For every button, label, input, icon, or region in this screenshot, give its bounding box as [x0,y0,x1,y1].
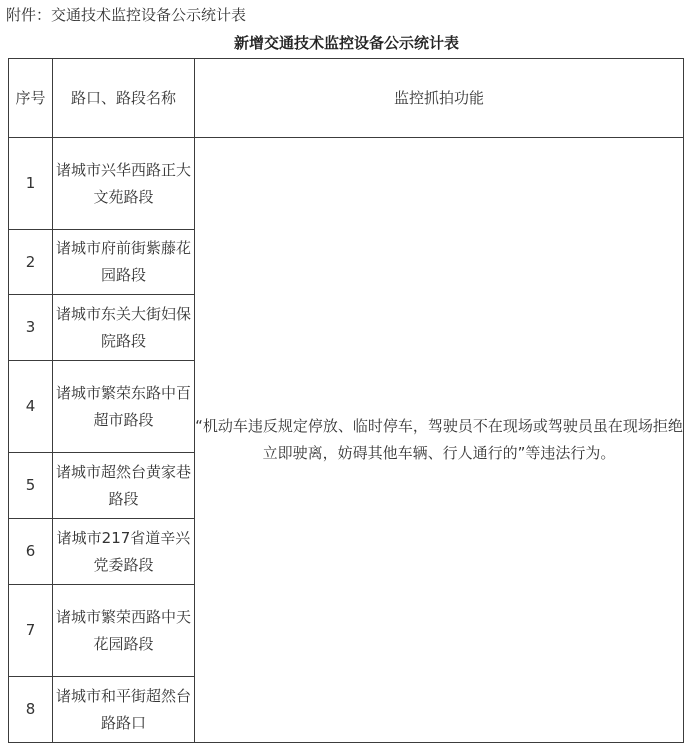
row-road: 诸城市繁荣东路中百超市路段 [53,361,195,453]
row-seq: 6 [9,519,53,585]
row-road: 诸城市和平街超然台路路口 [53,677,195,743]
row-seq: 3 [9,295,53,361]
attachment-label: 附件：交通技术监控设备公示统计表 [6,6,247,24]
header-road: 路口、路段名称 [53,59,195,138]
row-seq: 2 [9,230,53,295]
row-seq: 7 [9,585,53,677]
row-road: 诸城市繁荣西路中天花园路段 [53,585,195,677]
row-seq: 8 [9,677,53,743]
header-seq: 序号 [9,59,53,138]
row-seq: 1 [9,138,53,230]
row-road: 诸城市府前街紫藤花园路段 [53,230,195,295]
device-table [8,58,684,743]
row-seq: 5 [9,453,53,519]
table-header-row [9,59,684,138]
row-road: 诸城市兴华西路正大文苑路段 [53,138,195,230]
function-description: “机动车违反规定停放、临时停车，驾驶员不在现场或驾驶员虽在现场拒绝立即驶离，妨碍其他车辆、行人通行的”等违法行为。 [195,138,684,743]
header-function: 监控抓拍功能 [195,59,684,138]
page-title: 新增交通技术监控设备公示统计表 [233,34,459,52]
row-seq: 4 [9,361,53,453]
row-road: 诸城市217省道辛兴党委路段 [53,519,195,585]
row-road: 诸城市东关大街妇保院路段 [53,295,195,361]
row-road: 诸城市超然台黄家巷路段 [53,453,195,519]
table-row [9,138,684,230]
